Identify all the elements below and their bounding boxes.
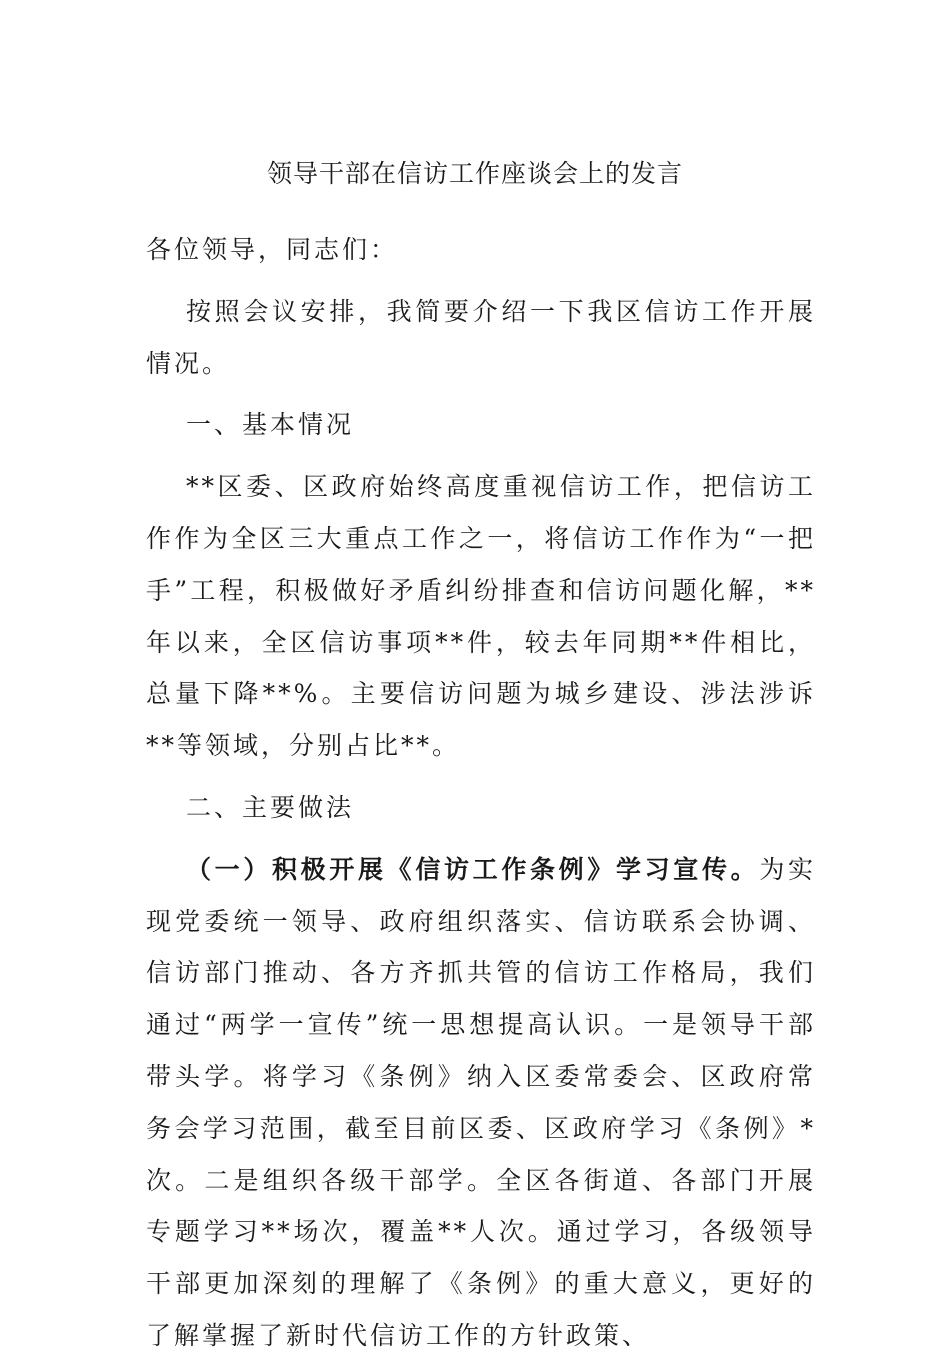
subsection-heading: （一）积极开展《信访工作条例》学习宣传。 [186,854,760,884]
document-title: 领导干部在信访工作座谈会上的发言 [266,159,683,188]
document-body [146,224,816,1362]
basic-situation-paragraph: **区委、区政府始终高度重视信访工作，把信访工作作为全区三大重点工作之一，将信访工作作为“一把手”工程，积极做好矛盾纠纷排查和信访问题化解，**年以来，全区信访事项**件，较去年同期**件相比，总量下降**%。主要信访问题为城乡建设、涉法涉诉**等领域，分别占比**。 [146,472,816,761]
section-heading-basic-situation: 一、基本情况 [186,410,355,440]
subsection-body: 为实现党委统一领导、政府组织落实、信访联系会协调、信访部门推动、各方齐抓共管的信访工作格局，我们通过“两学一宣传”统一思想提高认识。一是领导干部带头学。将学习《条例》纳入区委常委会、区政府常务会学习范围，截至目前区委、区政府学习《条例》*次。二是组织各级干部学。全区各街道、各部门开展专题学习**场次，覆盖**人次。通过学习，各级领导干部更加深刻的理解了《条例》的重大意义，更好的了解掌握了新时代信访工作的方针政策、 [146,854,816,1350]
salutation: 各位领导，同志们： [146,235,399,264]
intro-paragraph: 按照会议安排，我简要介绍一下我区信访工作开展情况。 [146,296,816,378]
section-heading-main-practices: 二、主要做法 [186,792,355,822]
main-practices-paragraph [146,844,816,1362]
